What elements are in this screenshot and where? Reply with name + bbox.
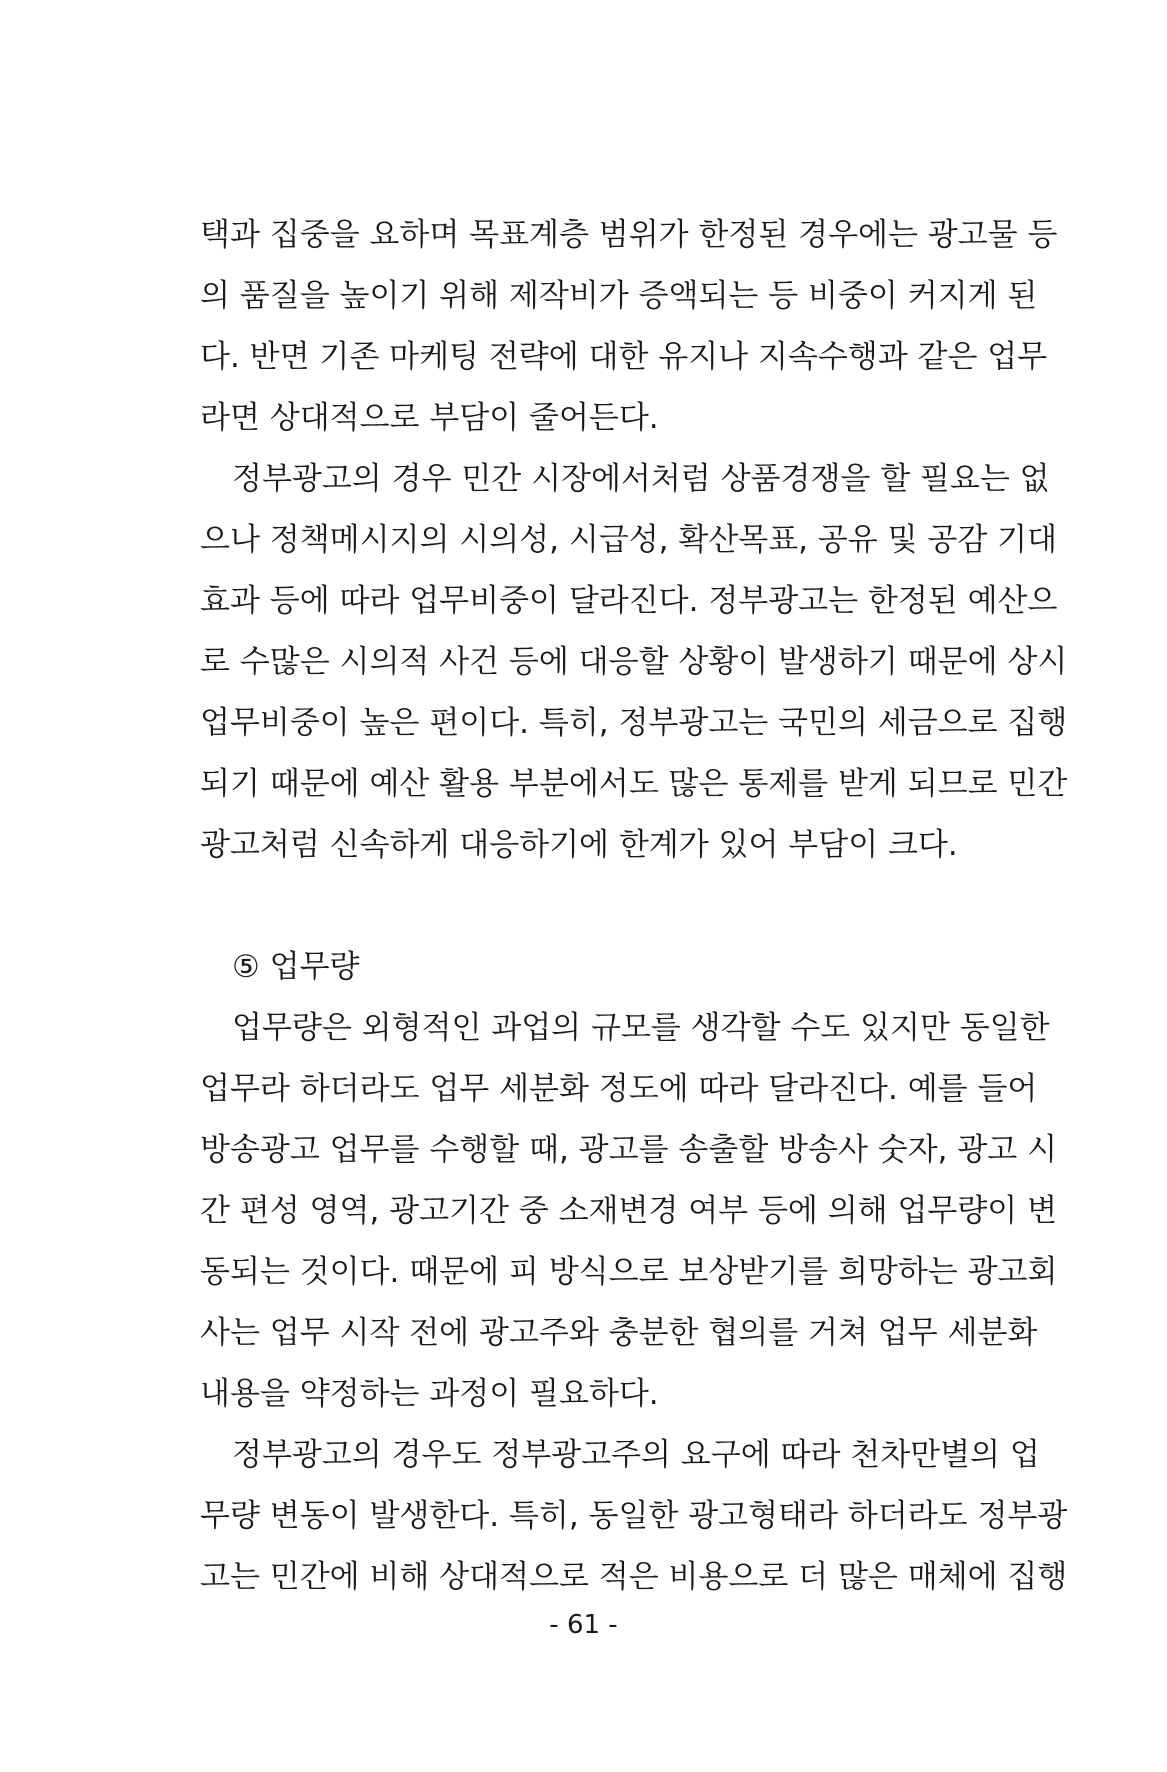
- text-line: 로 수많은 시의적 사건 등에 대응할 상황이 발생하기 때문에 상시: [200, 644, 1068, 680]
- text-line: 정부광고의 경우도 정부광고주의 요구에 따라 천차만별의 업: [232, 1437, 1040, 1473]
- text-line: 간 편성 영역, 광고기간 중 소재변경 여부 등에 의해 업무량이 변: [200, 1193, 1058, 1229]
- paragraph-1: [200, 205, 1058, 449]
- text-line: 정부광고의 경우 민간 시장에서처럼 상품경쟁을 할 필요는 없: [232, 461, 1050, 497]
- text-line: 내용을 약정하는 과정이 필요하다.: [200, 1376, 659, 1412]
- section-spacer: [200, 876, 980, 937]
- text-line: 되기 때문에 예산 활용 부분에서도 많은 통제를 받게 되므로 민간: [200, 766, 1068, 802]
- section-heading: ⑤ 업무량: [232, 949, 360, 985]
- page-body: [200, 205, 1068, 1608]
- text-line: 택과 집중을 요하며 목표계층 범위가 한정된 경우에는 광고물 등: [200, 217, 1058, 253]
- text-line: 동되는 것이다. 때문에 피 방식으로 보상받기를 희망하는 광고회: [200, 1254, 1058, 1290]
- text-line: 방송광고 업무를 수행할 때, 광고를 송출할 방송사 숫자, 광고 시: [200, 1132, 1058, 1168]
- text-line: 무량 변동이 발생한다. 특히, 동일한 광고형태라 하더라도 정부광: [200, 1498, 1068, 1534]
- section-paragraph-1: [200, 998, 1058, 1425]
- text-line: 업무량은 외형적인 과업의 규모를 생각할 수도 있지만 동일한: [232, 1010, 1050, 1046]
- text-line: 라면 상대적으로 부담이 줄어든다.: [200, 400, 659, 436]
- section-paragraph-2: [200, 1425, 1068, 1608]
- text-line: 사는 업무 시작 전에 광고주와 충분한 협의를 거쳐 업무 세분화: [200, 1315, 1038, 1351]
- page-number: - 61 -: [549, 1610, 618, 1640]
- paragraph-2: [200, 449, 1068, 876]
- text-line: 다. 반면 기존 마케팅 전략에 대한 유지나 지속수행과 같은 업무: [200, 339, 1048, 375]
- text-line: 업무라 하더라도 업무 세분화 정도에 따라 달라진다. 예를 들어: [200, 1071, 1038, 1107]
- text-line: 으나 정책메시지의 시의성, 시급성, 확산목표, 공유 및 공감 기대: [200, 522, 1058, 558]
- text-line: 의 품질을 높이기 위해 제작비가 증액되는 등 비중이 커지게 된: [200, 278, 1038, 314]
- text-line: 효과 등에 따라 업무비중이 달라진다. 정부광고는 한정된 예산으: [200, 583, 1058, 619]
- text-line: 광고처럼 신속하게 대응하기에 한계가 있어 부담이 크다.: [200, 827, 958, 863]
- text-line: 업무비중이 높은 편이다. 특히, 정부광고는 국민의 세금으로 집행: [200, 705, 1068, 741]
- text-line: 고는 민간에 비해 상대적으로 적은 비용으로 더 많은 매체에 집행: [200, 1559, 1068, 1595]
